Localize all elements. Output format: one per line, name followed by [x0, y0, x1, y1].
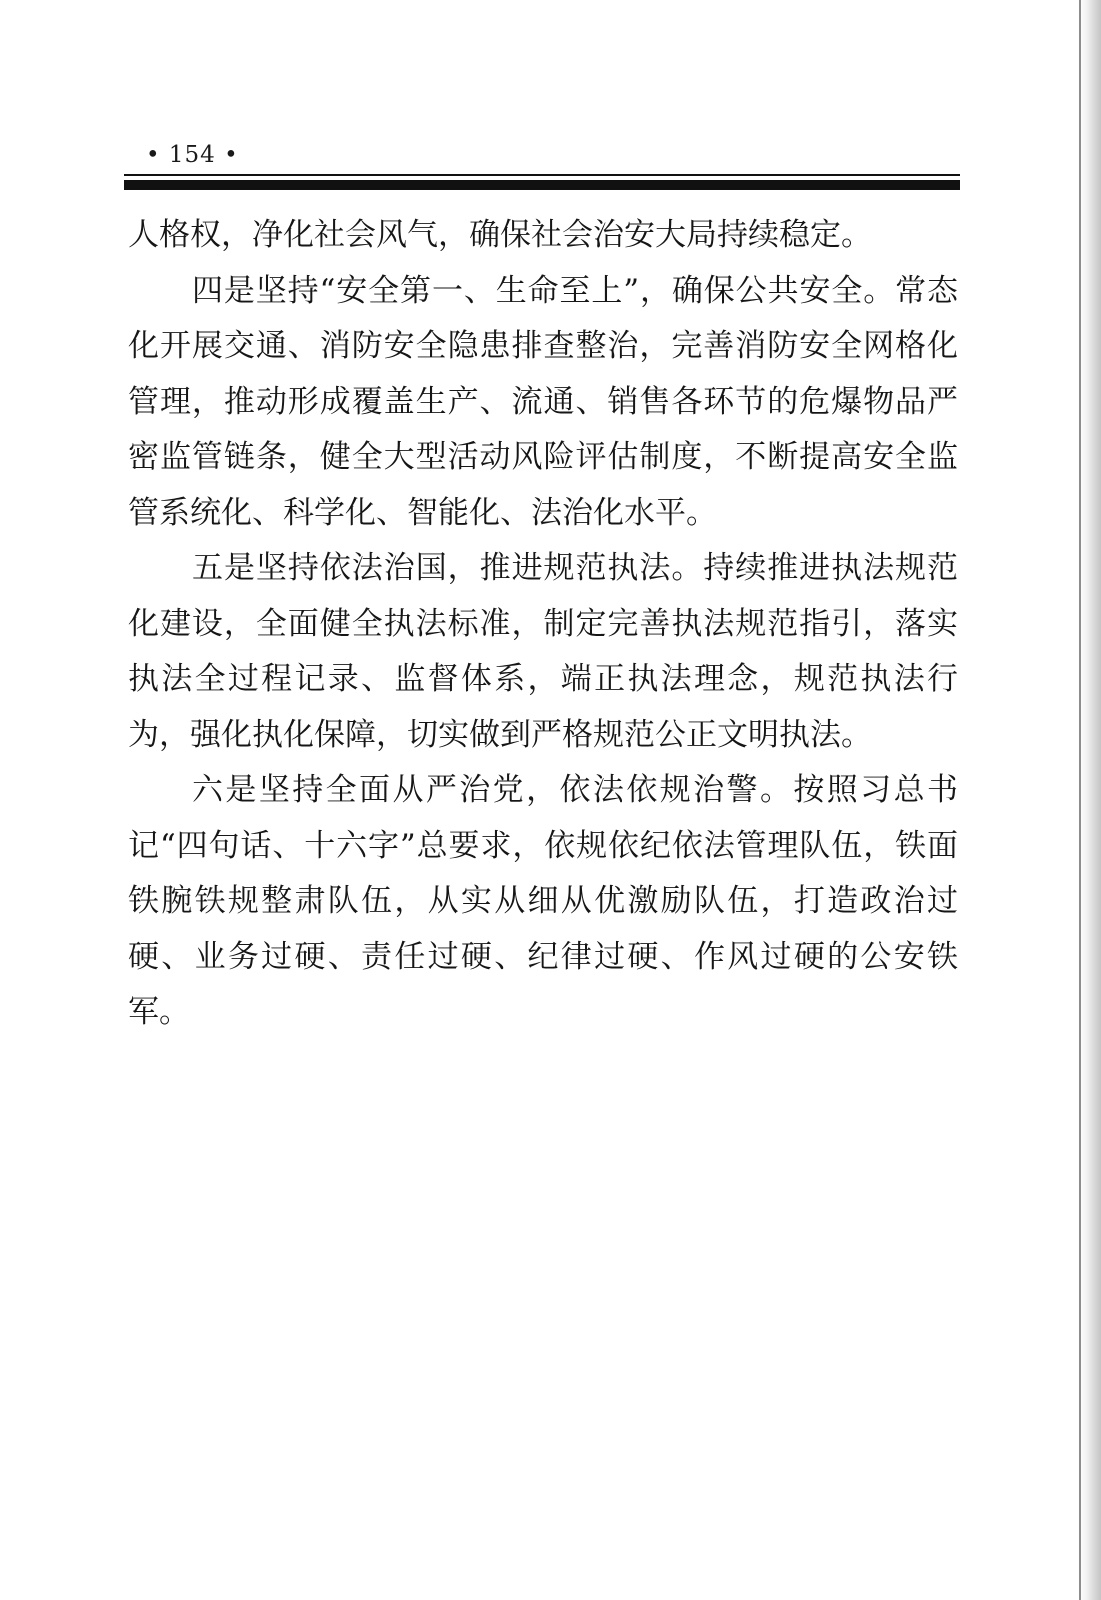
paragraph-public-safety: 四是坚持“安全第一、生命至上”，确保公共安全。常态化开展交通、消防安全隐患排查整治，完善消防安全网格化管理，推动形成覆盖生产、流通、销售各环节的危爆物品严密监管链条，健全大型活动风险评估制度，不断提高安全监管系统化、科学化、智能化、法治化水平。 [128, 272, 958, 531]
page-edge-line [1079, 0, 1081, 1600]
paragraph-law-enforcement: 五是坚持依法治国，推进规范执法。持续推进执法规范化建设，全面健全执法标准，制定完善执法规范指引，落实执法全过程记录、监督体系，端正执法理念，规范执法行为，强化执化保障，切实做到严格规范公正文明执法。 [128, 550, 958, 753]
body-text [128, 208, 958, 1041]
paragraph-continued: 人格权，净化社会风气，确保社会治安大局持续稳定。 [128, 217, 872, 253]
paragraph-police-discipline: 六是坚持全面从严治党，依法依规治警。按照习总书记“四句话、十六字”总要求，依规依纪依法管理队伍，铁面铁腕铁规整肃队伍，从实从细从优激励队伍，打造政治过硬、业务过硬、责任过硬、纪律过硬、作风过硬的公安铁军。 [128, 772, 958, 1030]
page-edge-shadow [1079, 0, 1101, 1600]
page-number: • 154 • [146, 142, 239, 168]
header-rule-thick [124, 180, 960, 190]
header-rule-thin [124, 174, 960, 176]
